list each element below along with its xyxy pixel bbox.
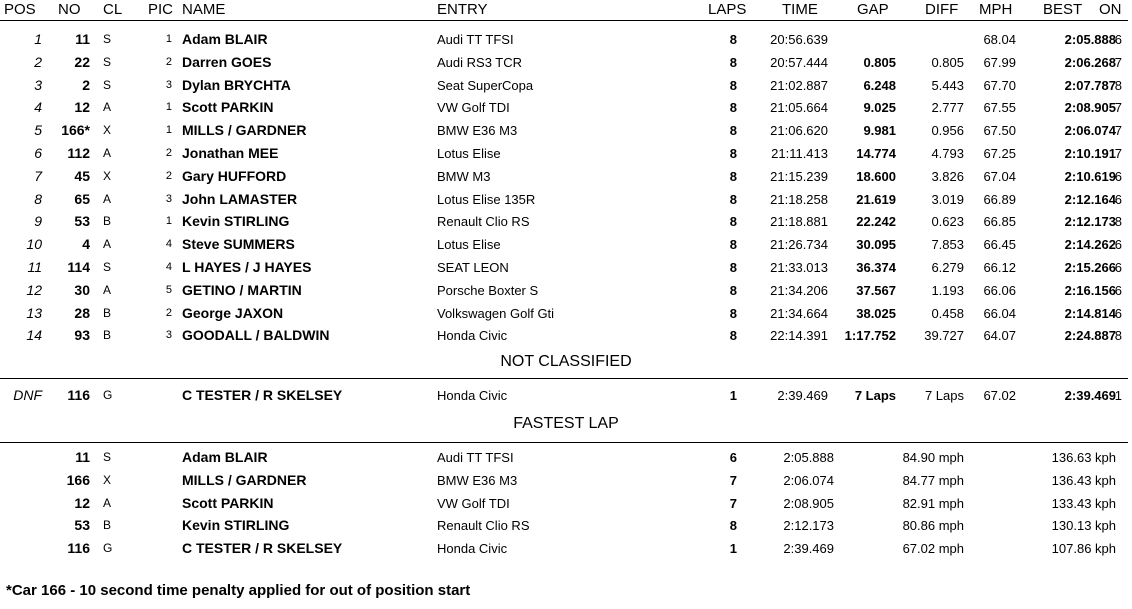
cell-no: 12	[74, 494, 90, 511]
cell-time: 20:57.444	[770, 54, 828, 70]
cell-on: 6	[1114, 32, 1122, 47]
cell-pic: 2	[165, 306, 172, 319]
cell-best: 2:16.156	[1064, 282, 1116, 298]
cell-mph: 66.85	[983, 214, 1016, 230]
cell-lap: 7	[729, 472, 737, 488]
cell-kph: 133.43 kph	[1051, 495, 1116, 511]
cell-pos: 8	[34, 190, 42, 207]
cell-name: MILLS / GARDNER	[182, 122, 307, 139]
cell-cl: B	[103, 214, 112, 229]
cell-entry: BMW M3	[437, 168, 491, 184]
cell-name: Kevin STIRLING	[182, 517, 290, 534]
cell-no: 28	[74, 304, 90, 321]
cell-mph: 66.12	[983, 260, 1016, 275]
cell-mph: 67.02 mph	[902, 541, 964, 557]
cell-mph: 68.04	[983, 32, 1016, 47]
cell-time: 21:11.413	[771, 146, 828, 161]
cell-name: Kevin STIRLING	[182, 213, 290, 230]
cell-no: 166*	[61, 122, 90, 139]
cell-cl: A	[103, 100, 112, 115]
result-row	[0, 51, 1132, 74]
cell-pic: 1	[165, 124, 172, 137]
fastest-lap-row	[0, 469, 1132, 492]
cell-no: 2	[82, 76, 90, 93]
cell-no: 53	[74, 213, 90, 230]
cell-pic: 2	[165, 55, 172, 68]
cell-no: 93	[74, 327, 90, 344]
cell-laps: 8	[729, 123, 737, 139]
cell-lap: 6	[729, 450, 737, 465]
cell-pos: 12	[26, 281, 42, 298]
cell-best: 2:06.268	[1064, 54, 1116, 70]
cell-laps: 8	[729, 214, 737, 230]
cell-laps: 8	[729, 77, 737, 93]
cell-mph: 67.02	[983, 388, 1016, 403]
not-classified-title: NOT CLASSIFIED	[500, 353, 632, 370]
cell-laps: 8	[729, 305, 737, 321]
cell-no: 112	[67, 145, 90, 161]
cell-mph: 80.86 mph	[902, 518, 964, 534]
cell-diff: 3.826	[931, 168, 964, 184]
cell-cl: G	[103, 541, 113, 556]
cell-laps: 8	[729, 237, 737, 253]
cell-entry: Volkswagen Golf Gti	[437, 305, 555, 321]
cell-best: 2:10.191	[1064, 146, 1116, 161]
fastest-lap-title: FASTEST LAP	[513, 415, 619, 432]
cell-laps: 8	[729, 260, 737, 275]
cell-mph: 67.55	[983, 100, 1016, 116]
cell-best: 2:05.888	[1064, 32, 1116, 47]
cell-diff: 0.956	[931, 123, 964, 139]
cell-time: 21:34.206	[770, 282, 828, 298]
cell-cl: A	[103, 282, 112, 297]
fastest-lap-divider	[0, 442, 1128, 443]
cell-best: 2:07.787	[1064, 77, 1116, 93]
cell-pic: 3	[165, 329, 172, 342]
cell-best: 2:15.266	[1064, 260, 1116, 275]
cell-best: 2:08.905	[1064, 100, 1116, 116]
cell-no: 53	[74, 517, 90, 534]
cell-cl: S	[103, 77, 112, 92]
cell-laps: 8	[729, 54, 737, 70]
cell-cl: S	[103, 450, 112, 464]
cell-kph: 136.43 kph	[1051, 472, 1116, 488]
cell-cl: B	[103, 328, 112, 343]
header-diff: DIFF	[925, 1, 959, 18]
cell-cl: S	[103, 54, 112, 69]
cell-time: 21:02.887	[770, 77, 828, 93]
cell-entry: SEAT LEON	[437, 260, 509, 275]
header-on: ON	[1099, 1, 1122, 18]
cell-on: 7	[1114, 123, 1122, 139]
header-time: TIME	[782, 1, 818, 18]
cell-mph: 82.91 mph	[902, 495, 964, 511]
cell-cl: A	[103, 237, 112, 252]
cell-entry: BMW E36 M3	[437, 472, 518, 488]
cell-cl: X	[103, 472, 112, 487]
cell-laps: 8	[729, 100, 737, 116]
header-no: NO	[58, 1, 81, 18]
cell-diff: 3.019	[931, 191, 964, 207]
cell-mph: 64.07	[983, 328, 1016, 344]
cell-time: 2:39.469	[783, 541, 834, 557]
result-row	[0, 96, 1132, 119]
cell-on: 6	[1114, 260, 1122, 275]
cell-no: 11	[75, 31, 90, 47]
cell-pos: 14	[26, 327, 42, 344]
cell-pos: 5	[34, 122, 42, 139]
cell-time: 21:33.013	[770, 260, 828, 275]
cell-time: 2:05.888	[783, 450, 834, 465]
cell-gap: 36.374	[856, 260, 896, 275]
cell-mph: 66.45	[983, 237, 1016, 253]
cell-gap: 7 Laps	[854, 388, 896, 403]
cell-name: L HAYES / J HAYES	[182, 259, 312, 275]
cell-diff: 4.793	[931, 146, 964, 161]
cell-diff: 0.458	[931, 305, 964, 321]
cell-best: 2:14.814	[1064, 305, 1116, 321]
cell-pic: 4	[165, 261, 172, 273]
cell-entry: Audi RS3 TCR	[437, 54, 523, 70]
penalty-footnote: *Car 166 - 10 second time penalty applied for out of position start	[6, 582, 471, 599]
cell-time: 20:56.639	[770, 32, 828, 47]
cell-on: 6	[1114, 282, 1122, 298]
cell-cl: X	[103, 168, 112, 183]
cell-name: John LAMASTER	[182, 190, 298, 207]
cell-gap: 0.805	[863, 54, 896, 70]
cell-pos: 7	[34, 167, 42, 184]
cell-pic: 2	[165, 169, 172, 182]
cell-entry: Renault Clio RS	[437, 518, 530, 534]
cell-cl: B	[103, 518, 112, 533]
cell-pic: 5	[165, 283, 172, 296]
cell-kph: 107.86 kph	[1051, 541, 1116, 557]
cell-best: 2:12.164	[1064, 191, 1116, 207]
cell-time: 21:34.664	[770, 305, 828, 321]
header-cl: CL	[103, 1, 123, 18]
result-row	[0, 233, 1132, 256]
cell-gap: 9.981	[863, 123, 896, 139]
cell-name: GETINO / MARTIN	[182, 281, 302, 298]
cell-mph: 67.70	[983, 77, 1016, 93]
cell-cl: B	[103, 305, 112, 320]
cell-on: 7	[1114, 146, 1122, 161]
cell-mph: 84.77 mph	[902, 472, 964, 488]
cell-entry: Audi TT TFSI	[437, 32, 514, 47]
cell-name: Dylan BRYCHTA	[182, 76, 291, 93]
cell-best: 2:39.469	[1064, 388, 1116, 403]
cell-on: 7	[1114, 100, 1122, 116]
cell-on: 6	[1114, 305, 1122, 321]
result-row	[0, 210, 1132, 233]
cell-time: 21:06.620	[770, 123, 828, 139]
cell-name: Gary HUFFORD	[182, 167, 287, 184]
cell-laps: 8	[729, 32, 737, 47]
cell-mph: 67.25	[983, 146, 1016, 161]
cell-pos: 2	[34, 53, 42, 70]
cell-best: 2:14.262	[1064, 237, 1116, 253]
cell-time: 2:06.074	[783, 472, 834, 488]
not-classified-row	[0, 384, 1132, 407]
cell-on: 6	[1114, 168, 1122, 184]
cell-mph: 67.50	[983, 123, 1016, 139]
cell-lap: 1	[729, 541, 737, 557]
cell-time: 2:12.173	[783, 518, 834, 534]
cell-time: 21:18.881	[770, 214, 828, 230]
cell-pos: 4	[34, 99, 42, 116]
cell-entry: BMW E36 M3	[437, 123, 518, 139]
cell-entry: Honda Civic	[437, 388, 508, 403]
header-entry: ENTRY	[437, 1, 488, 18]
header-best: BEST	[1043, 1, 1083, 18]
cell-best: 2:06.074	[1064, 123, 1116, 139]
cell-cl: X	[103, 123, 112, 138]
cell-on: 8	[1114, 77, 1122, 93]
cell-pos: 6	[34, 145, 42, 161]
cell-entry: Renault Clio RS	[437, 214, 530, 230]
cell-diff: 2.777	[931, 100, 964, 116]
cell-no: 116	[67, 387, 90, 403]
cell-entry: Seat SuperCopa	[437, 77, 534, 93]
cell-gap: 37.567	[856, 282, 896, 298]
cell-time: 21:26.734	[770, 237, 828, 253]
cell-laps: 8	[729, 168, 737, 184]
cell-name: Scott PARKIN	[182, 99, 274, 116]
cell-on: 7	[1114, 54, 1122, 70]
cell-gap: 18.600	[856, 168, 896, 184]
cell-mph: 66.04	[983, 305, 1016, 321]
cell-pos: 9	[34, 213, 42, 230]
cell-entry: Porsche Boxter S	[437, 282, 539, 298]
cell-on: 1	[1114, 388, 1122, 403]
results-header	[0, 0, 1132, 20]
cell-gap: 30.095	[856, 237, 896, 253]
cell-name: MILLS / GARDNER	[182, 471, 307, 488]
result-row	[0, 188, 1132, 211]
cell-cl: G	[103, 388, 113, 402]
cell-kph: 130.13 kph	[1051, 518, 1116, 534]
cell-cl: A	[103, 495, 112, 510]
header-gap: GAP	[857, 1, 889, 18]
cell-name: C TESTER / R SKELSEY	[182, 387, 343, 403]
cell-pos: 13	[26, 304, 42, 321]
cell-mph: 66.06	[983, 282, 1016, 298]
cell-best: 2:10.619	[1064, 168, 1116, 184]
cell-entry: Lotus Elise 135R	[437, 191, 536, 207]
cell-lap: 8	[729, 518, 737, 534]
cell-kph: 136.63 kph	[1051, 450, 1116, 465]
cell-no: 65	[74, 190, 90, 207]
cell-time: 2:08.905	[783, 495, 834, 511]
result-row	[0, 74, 1132, 97]
cell-entry: Lotus Elise	[437, 146, 501, 161]
cell-on: 6	[1114, 237, 1122, 253]
header-laps: LAPS	[708, 1, 747, 18]
cell-pos: 11	[27, 259, 42, 275]
cell-mph: 67.99	[983, 54, 1016, 70]
cell-time: 21:15.239	[770, 168, 828, 184]
cell-pic: 2	[165, 147, 172, 159]
cell-on: 8	[1114, 214, 1122, 230]
cell-gap: 1:17.752	[844, 328, 896, 344]
cell-laps: 8	[729, 146, 737, 161]
cell-name: George JAXON	[182, 304, 284, 321]
cell-laps: 8	[729, 282, 737, 298]
cell-time: 2:39.469	[777, 388, 828, 403]
cell-name: Adam BLAIR	[182, 31, 268, 47]
result-row	[0, 165, 1132, 188]
cell-pic: 4	[165, 238, 172, 251]
result-row	[0, 324, 1132, 347]
cell-time: 21:18.258	[770, 191, 828, 207]
cell-no: 4	[82, 236, 90, 253]
cell-pic: 1	[165, 215, 172, 228]
cell-lap: 7	[729, 495, 737, 511]
cell-entry: Audi TT TFSI	[437, 450, 514, 465]
cell-name: Darren GOES	[182, 53, 272, 70]
not-classified-divider	[0, 378, 1128, 379]
cell-entry: VW Golf TDI	[437, 495, 510, 511]
cell-gap: 38.025	[856, 305, 896, 321]
result-row	[0, 256, 1132, 279]
cell-mph: 66.89	[983, 191, 1016, 207]
cell-pos: 1	[34, 31, 42, 47]
cell-diff: 0.805	[931, 54, 964, 70]
cell-entry: Honda Civic	[437, 328, 508, 344]
cell-mph: 84.90 mph	[902, 450, 964, 465]
header-mph: MPH	[979, 1, 1013, 18]
cell-entry: Honda Civic	[437, 541, 508, 557]
header-name: NAME	[182, 1, 226, 18]
cell-diff: 1.193	[931, 282, 964, 298]
fastest-lap-row	[0, 492, 1132, 515]
cell-pos: 10	[26, 236, 42, 253]
header-divider	[0, 20, 1128, 21]
result-row	[0, 142, 1132, 165]
cell-cl: A	[103, 146, 112, 160]
cell-diff: 7.853	[931, 237, 964, 253]
cell-diff: 0.623	[931, 214, 964, 230]
cell-gap: 14.774	[856, 146, 896, 161]
cell-pos: DNF	[13, 387, 42, 403]
cell-no: 116	[67, 540, 90, 557]
cell-laps: 8	[729, 328, 737, 344]
cell-no: 45	[74, 167, 90, 184]
cell-cl: A	[103, 191, 112, 206]
cell-name: Steve SUMMERS	[182, 236, 295, 253]
cell-best: 2:24.887	[1064, 328, 1116, 344]
header-pos: POS	[4, 1, 36, 18]
cell-name: C TESTER / R SKELSEY	[182, 540, 343, 557]
cell-diff: 39.727	[924, 328, 964, 344]
result-row	[0, 302, 1132, 325]
cell-pic: 3	[165, 78, 172, 91]
fastest-lap-row	[0, 537, 1132, 560]
cell-laps: 1	[729, 388, 737, 403]
cell-mph: 67.04	[983, 168, 1016, 184]
fastest-lap-row	[0, 446, 1132, 469]
cell-name: Scott PARKIN	[182, 494, 274, 511]
cell-pic: 3	[165, 192, 172, 205]
result-row	[0, 279, 1132, 302]
cell-cl: S	[103, 260, 112, 274]
cell-pic: 1	[165, 33, 172, 45]
cell-on: 6	[1114, 191, 1122, 207]
cell-name: GOODALL / BALDWIN	[182, 327, 330, 344]
cell-cl: S	[103, 32, 112, 46]
header-pic: PIC	[148, 1, 174, 18]
cell-gap: 6.248	[863, 77, 896, 93]
result-row	[0, 119, 1132, 142]
cell-name: Jonathan MEE	[182, 145, 279, 161]
cell-on: 8	[1114, 328, 1122, 344]
cell-pos: 3	[34, 76, 42, 93]
cell-diff: 7 Laps	[924, 388, 964, 403]
cell-gap: 21.619	[856, 191, 896, 207]
cell-no: 22	[74, 53, 90, 70]
cell-gap: 9.025	[863, 100, 896, 116]
cell-entry: VW Golf TDI	[437, 100, 510, 116]
cell-diff: 5.443	[931, 77, 964, 93]
cell-gap: 22.242	[856, 214, 896, 230]
result-row	[0, 28, 1132, 51]
cell-name: Adam BLAIR	[182, 449, 268, 465]
cell-time: 21:05.664	[770, 100, 828, 116]
cell-time: 22:14.391	[770, 328, 828, 344]
cell-best: 2:12.173	[1064, 214, 1116, 230]
cell-no: 114	[67, 259, 90, 275]
cell-no: 11	[75, 449, 90, 465]
cell-no: 30	[74, 281, 90, 298]
cell-entry: Lotus Elise	[437, 237, 501, 253]
cell-diff: 6.279	[931, 260, 964, 275]
fastest-lap-row	[0, 514, 1132, 537]
cell-pic: 1	[165, 101, 172, 114]
cell-no: 166	[66, 471, 90, 488]
cell-laps: 8	[729, 191, 737, 207]
cell-no: 12	[74, 99, 90, 116]
